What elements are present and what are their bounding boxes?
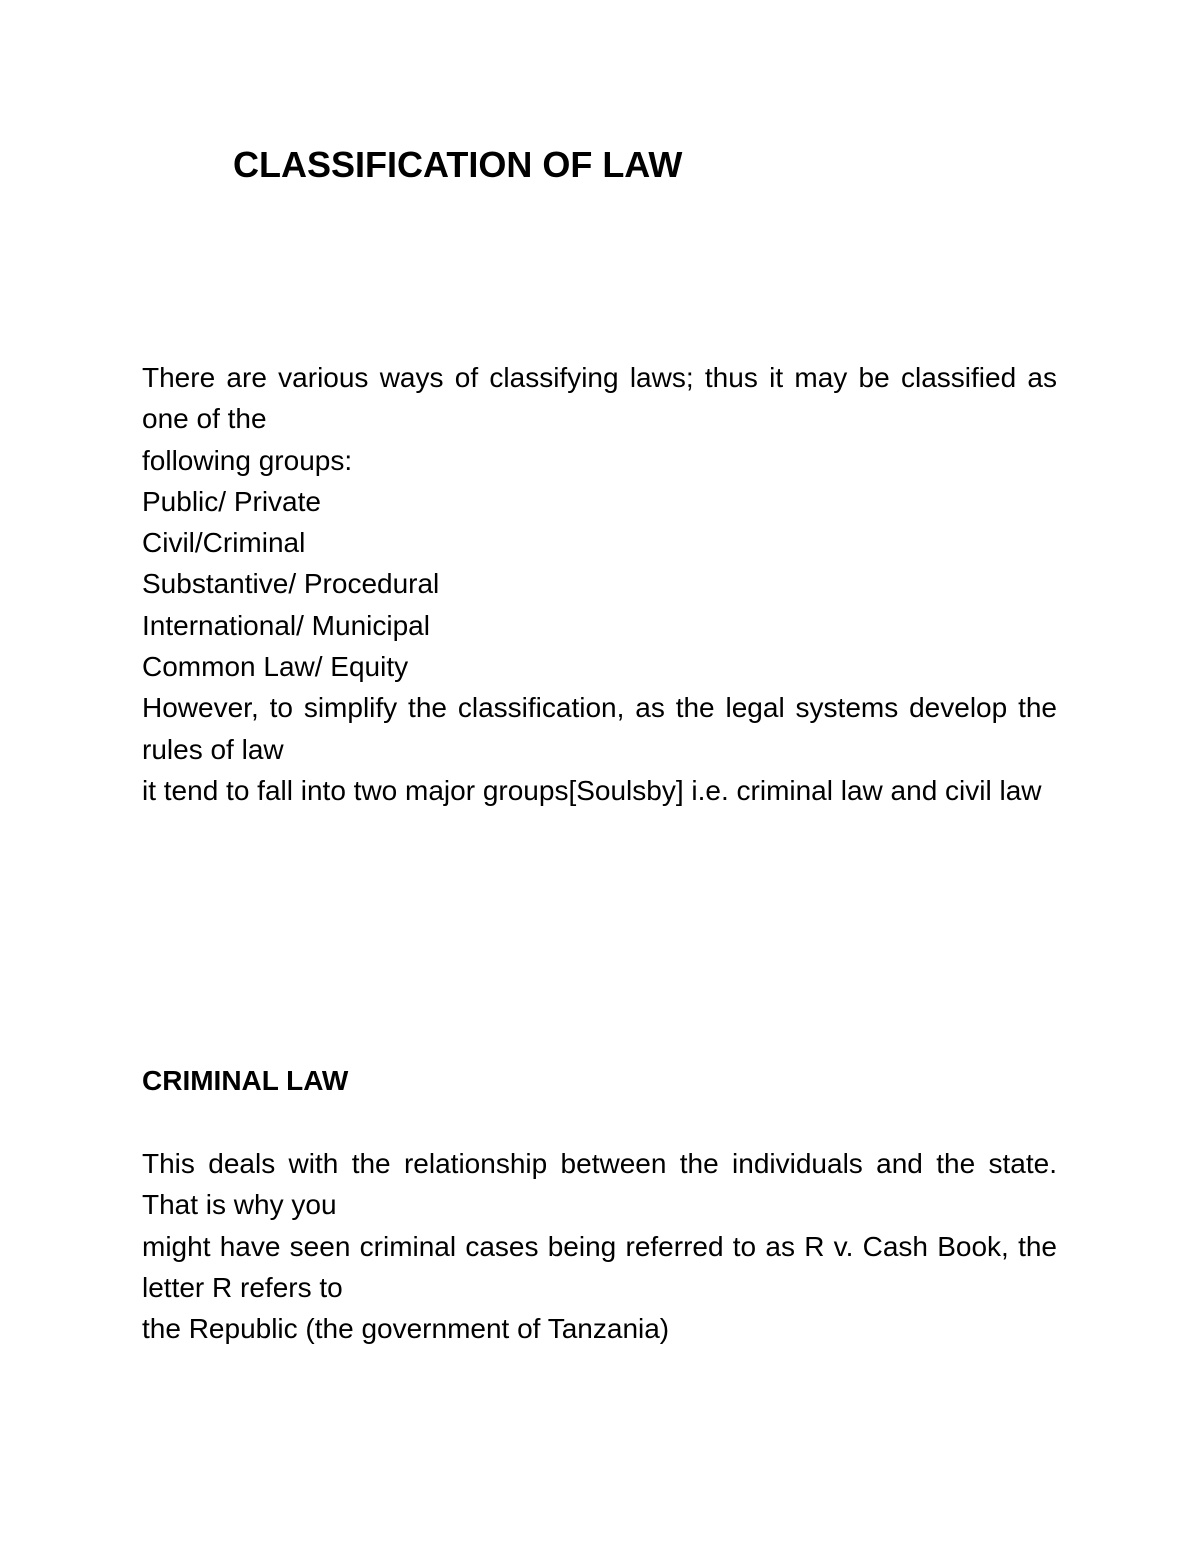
criminal-law-heading: CRIMINAL LAW (142, 1065, 349, 1096)
criminal-law-paragraph-c: the Republic (the government of Tanzania) (142, 1313, 670, 1345)
criminal-law-section (142, 1143, 1057, 1349)
intro-section (142, 357, 1057, 811)
intro-paragraph-1a: There are various ways of classifying laws; thus it may be classified as one of the (142, 362, 1057, 435)
intro-paragraph-2a: However, to simplify the classification, as the legal systems develop the rules of law (142, 692, 1057, 765)
group-item-civil-criminal: Civil/Criminal (142, 527, 306, 559)
group-item-substantive-procedural: Substantive/ Procedural (142, 568, 440, 600)
intro-paragraph-1b: following groups: (142, 444, 353, 476)
group-item-common-law-equity: Common Law/ Equity (142, 651, 409, 683)
criminal-law-paragraph-b: might have seen criminal cases being referred to as R v. Cash Book, the letter R refers to (142, 1230, 1057, 1303)
intro-paragraph-2b: it tend to fall into two major groups[Soulsby] i.e. criminal law and civil law (142, 774, 1042, 806)
group-item-public-private: Public/ Private (142, 485, 321, 517)
group-item-international-municipal: International/ Municipal (142, 609, 430, 641)
document-title: CLASSIFICATION OF LAW (233, 144, 683, 185)
criminal-law-paragraph-a: This deals with the relationship between the individuals and the state. That is why you (142, 1148, 1057, 1221)
